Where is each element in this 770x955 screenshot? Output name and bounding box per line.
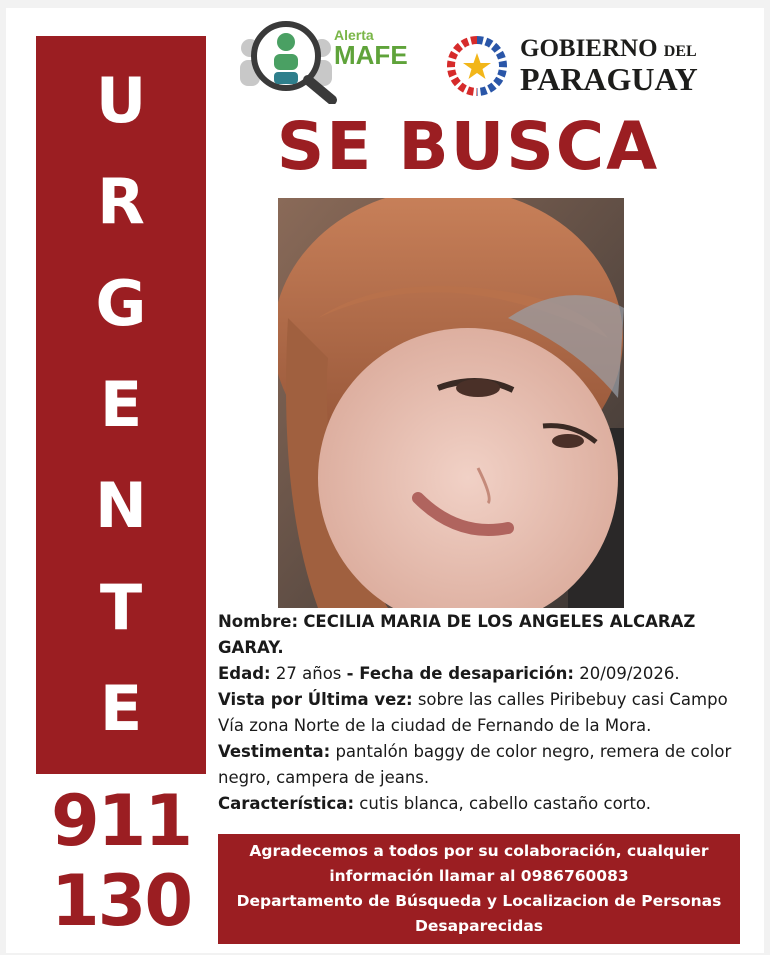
gov-logo-line1: GOBIERNO [520, 35, 658, 62]
urgent-letter: E [99, 672, 143, 746]
disappearance-date-value: 20/09/2026. [579, 664, 680, 683]
urgent-banner [36, 36, 206, 774]
last-seen-label: Vista por Última vez: [218, 690, 413, 709]
age-date-row [218, 661, 738, 687]
urgent-letter: R [97, 165, 145, 239]
name-value: CECILIA MARIA DE LOS ANGELES ALCARAZ GARAY. [218, 612, 696, 657]
footer-line-2: información llamar al 0986760083 [329, 867, 629, 885]
emergency-number-911: 911 [50, 780, 192, 862]
name-row [218, 609, 738, 661]
last-seen-value: sobre las calles Piribebuy casi Campo Vía zona Norte de la ciudad de Fernando de la Mora. [218, 690, 728, 735]
urgent-letter: T [99, 570, 143, 644]
urgent-letter: N [95, 469, 147, 543]
clothing-label: Vestimenta: [218, 742, 331, 761]
person-details [218, 609, 738, 817]
contact-footer [218, 834, 740, 944]
features-value: cutis blanca, cabello castaño corto. [359, 794, 651, 813]
emergency-number-130: 130 [50, 860, 192, 942]
mafe-logo-small-text: Alerta [334, 27, 374, 43]
disappearance-date-label: - Fecha de desaparición: [346, 664, 575, 683]
features-label: Característica: [218, 794, 355, 813]
footer-line-3: Departamento de Búsqueda y Localizacion de Personas [236, 892, 722, 910]
gov-logo-line2: PARAGUAY [520, 61, 698, 97]
footer-line-1: Agradecemos a todos por su colaboración, cualquier [249, 842, 709, 860]
urgent-letter: E [99, 367, 143, 441]
poster-title: SE BUSCA [276, 108, 660, 185]
gov-logo-del: DEL [663, 43, 697, 60]
urgent-letter: G [95, 266, 147, 340]
gobierno-paraguay-wordmark [520, 36, 698, 95]
age-value: 27 años [275, 664, 342, 683]
paraguay-emblem-icon [446, 36, 508, 96]
name-label: Nombre: [218, 612, 299, 631]
features-row [218, 791, 738, 817]
mafe-logo-big-text: MAFE [334, 40, 408, 70]
alerta-mafe-wordmark [334, 28, 408, 68]
footer-line-4: Desaparecidas [414, 917, 544, 935]
missing-person-photo [278, 198, 624, 608]
urgent-letter: U [95, 63, 147, 137]
clothing-value: pantalón baggy de color negro, remera de color negro, campera de jeans. [218, 742, 732, 787]
last-seen-row [218, 687, 738, 739]
clothing-row [218, 739, 738, 791]
age-label: Edad: [218, 664, 271, 683]
